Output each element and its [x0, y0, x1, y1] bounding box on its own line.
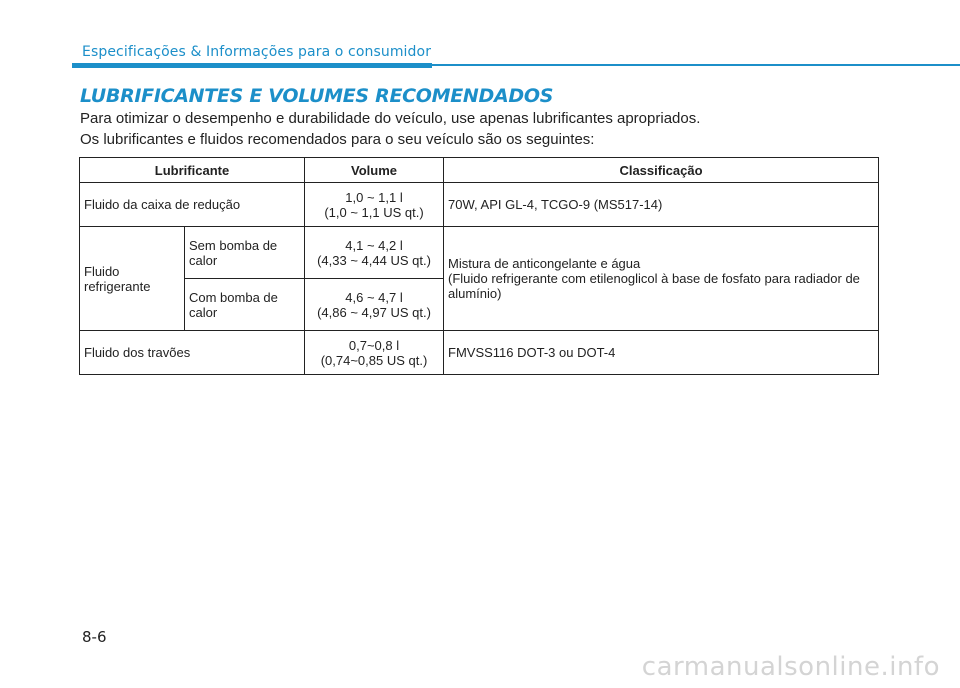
- volume-us-qt: (4,86 ~ 4,97 US qt.): [317, 304, 431, 320]
- section-header: Especificações & Informações para o consumidor: [82, 44, 432, 60]
- cell-lubricant: Fluido dos travões: [80, 331, 305, 375]
- cell-volume: [305, 279, 444, 331]
- cell-volume: [305, 227, 444, 279]
- header-rule-thick: [72, 63, 432, 68]
- volume-litres: 0,7~0,8 l: [348, 337, 400, 353]
- cell-lubricant: Fluido refrigerante: [80, 227, 185, 331]
- volume-litres: 4,6 ~ 4,7 l: [345, 289, 403, 305]
- classification-line-1: Mistura de anticongelante e água: [448, 256, 641, 271]
- lubricants-table: [79, 157, 879, 375]
- cell-classification: FMVSS116 DOT-3 ou DOT-4: [444, 331, 879, 375]
- volume-us-qt: (0,74~0,85 US qt.): [320, 352, 428, 368]
- table-row: [80, 331, 879, 375]
- cell-volume: [305, 183, 444, 227]
- page-title: LUBRIFICANTES E VOLUMES RECOMENDADOS: [80, 85, 554, 107]
- classification-line-2: (Fluido refrigerante com etilenoglicol à base de fosfato para radiador de alumínio): [448, 271, 860, 301]
- volume-us-qt: (4,33 ~ 4,44 US qt.): [317, 252, 431, 268]
- cell-variant: Sem bomba de calor: [185, 227, 305, 279]
- volume-us-qt: (1,0 ~ 1,1 US qt.): [324, 204, 424, 220]
- page-number: 8-6: [82, 628, 107, 646]
- cell-classification: 70W, API GL-4, TCGO-9 (MS517-14): [444, 183, 879, 227]
- header-classification: Classificação: [444, 158, 879, 183]
- table-header-row: [80, 158, 879, 183]
- intro-line-2: Os lubrificantes e fluidos recomendados para o seu veículo são os seguintes:: [80, 131, 595, 148]
- table-row: [80, 227, 879, 279]
- intro-line-1: Para otimizar o desempenho e durabilidade do veículo, use apenas lubrificantes apropriados.: [80, 110, 701, 127]
- volume-litres: 4,1 ~ 4,2 l: [345, 237, 403, 253]
- watermark: carmanualsonline.info: [641, 652, 940, 682]
- cell-classification: [444, 227, 879, 331]
- header-rule-thin: [432, 64, 960, 66]
- cell-variant: Com bomba de calor: [185, 279, 305, 331]
- volume-litres: 1,0 ~ 1,1 l: [345, 189, 403, 205]
- cell-lubricant: Fluido da caixa de redução: [80, 183, 305, 227]
- cell-volume: [305, 331, 444, 375]
- header-volume: Volume: [305, 158, 444, 183]
- header-lubricant: Lubrificante: [80, 158, 305, 183]
- table-row: [80, 183, 879, 227]
